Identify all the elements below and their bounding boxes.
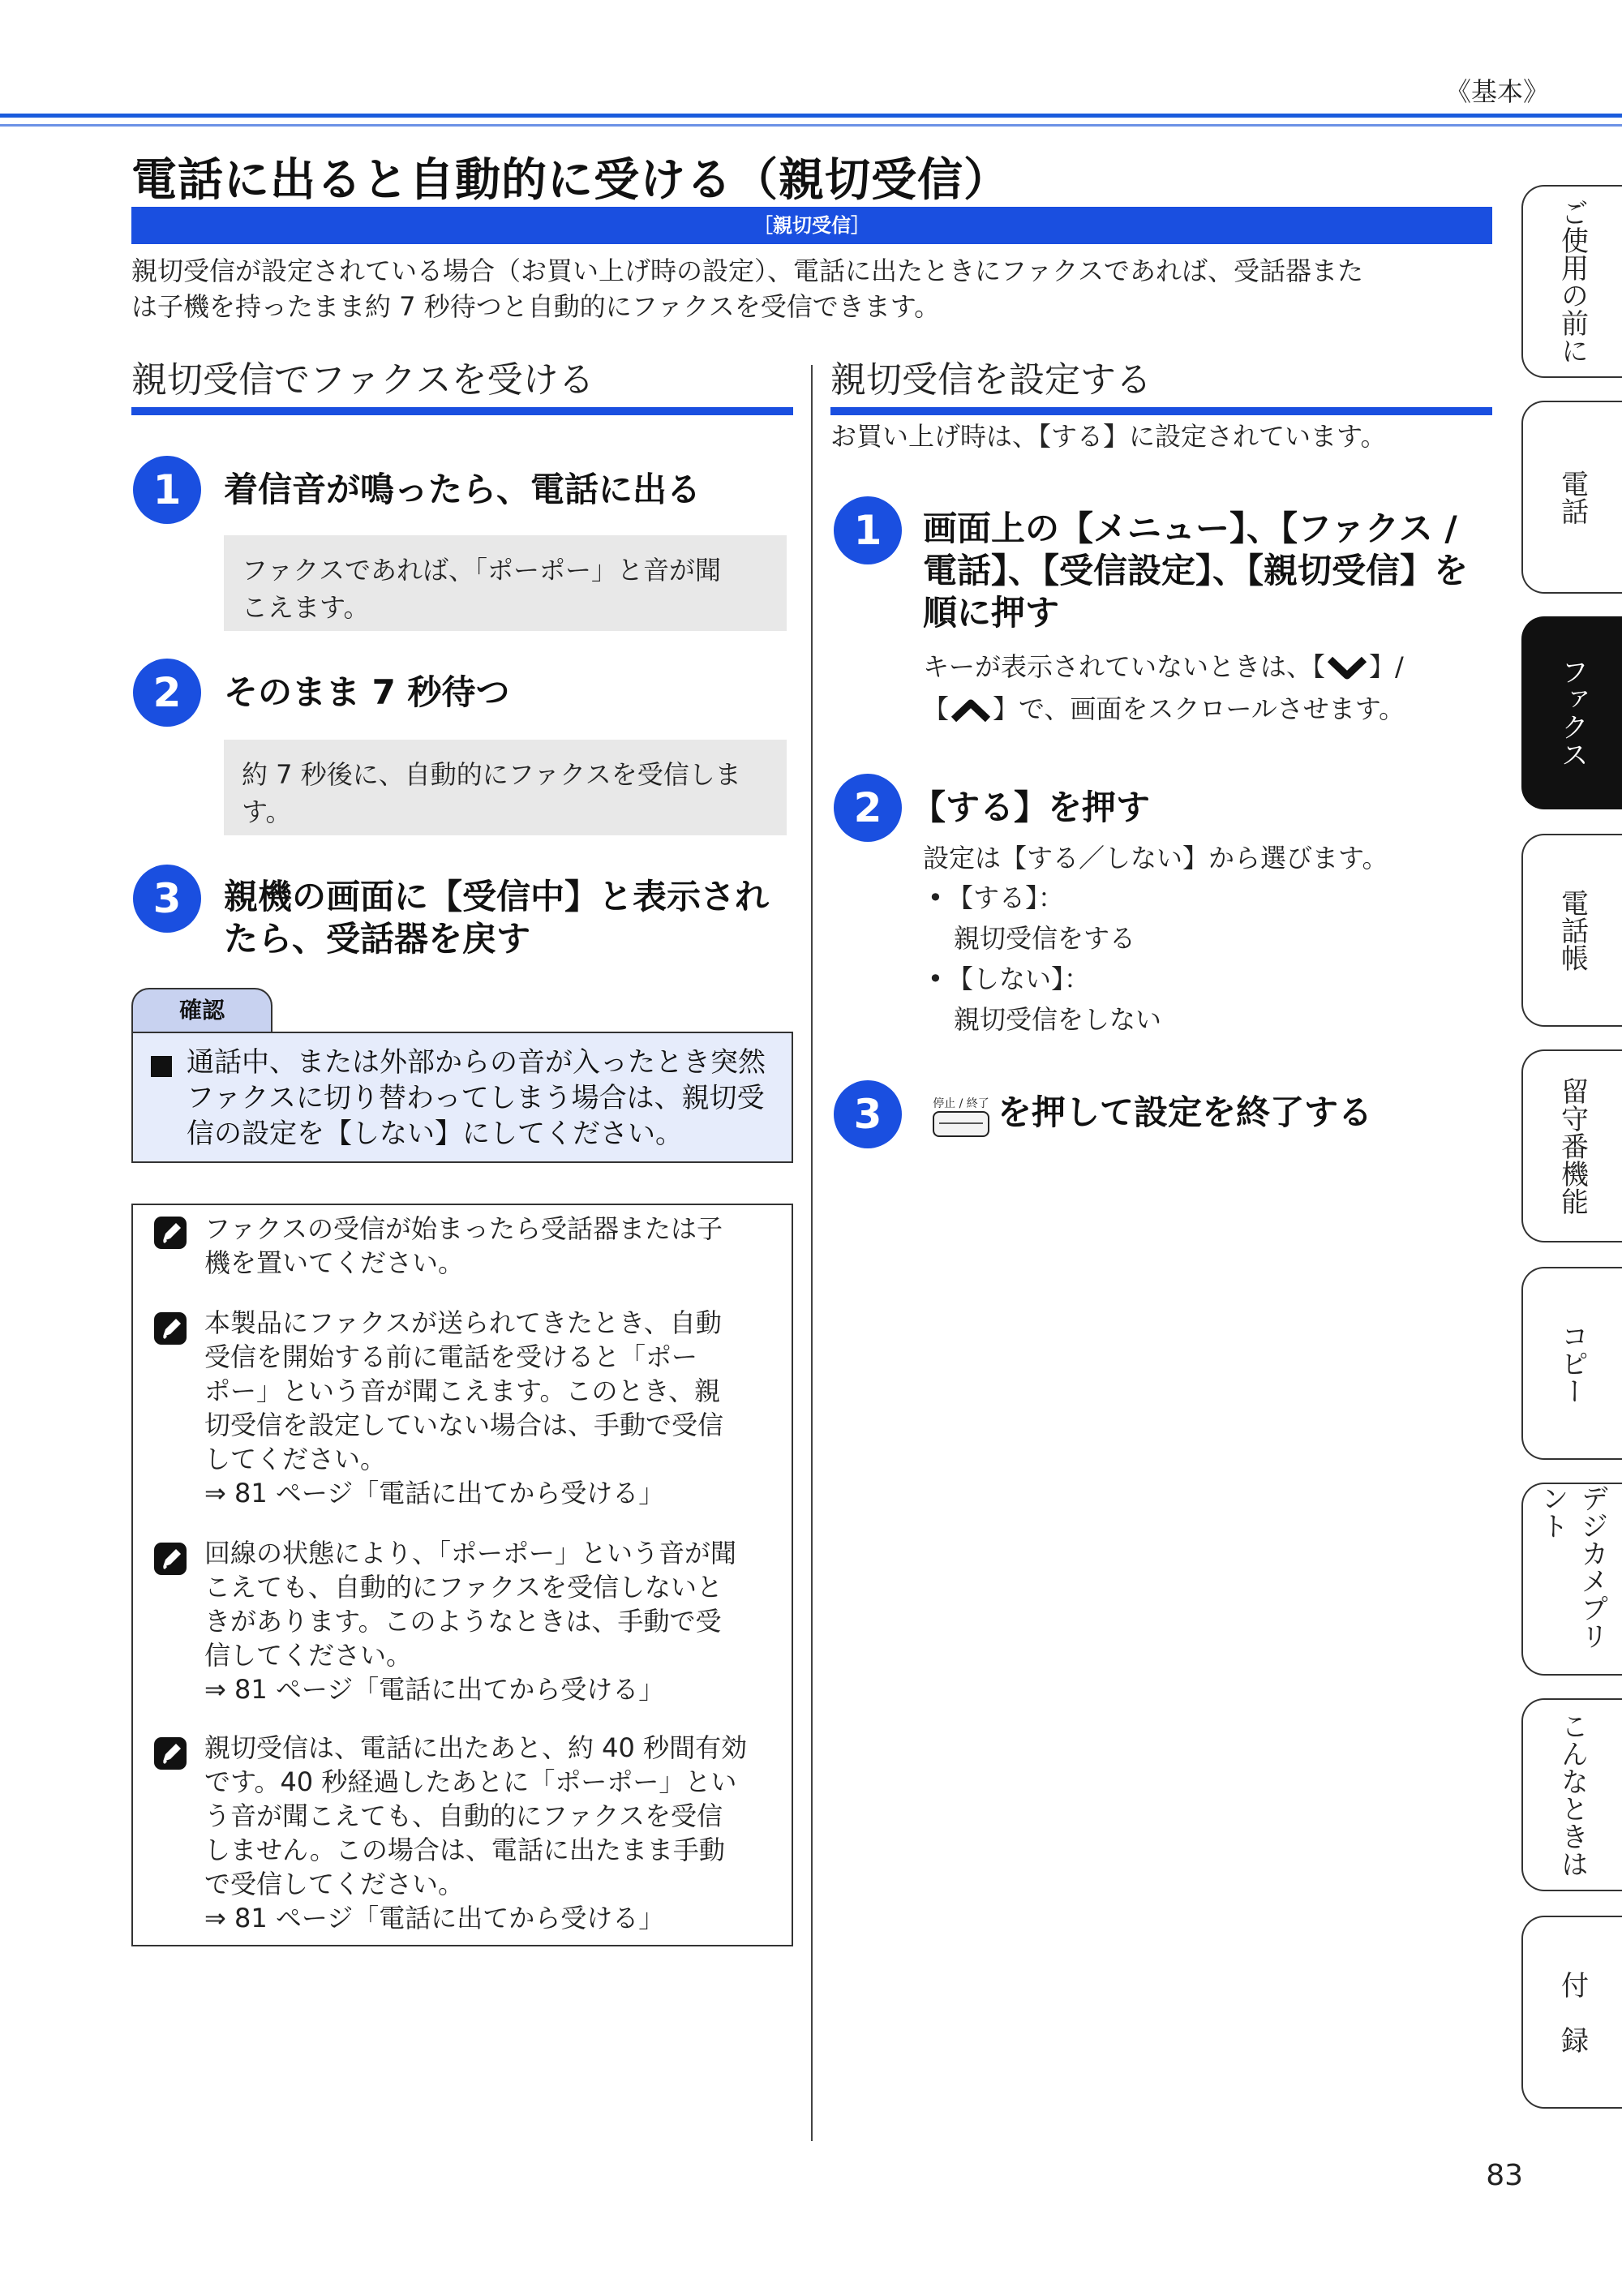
header-rule xyxy=(0,114,1622,118)
option-desc: 親切受信をする xyxy=(954,923,1136,954)
step-badge-1: 1 xyxy=(133,456,201,524)
chevron-up-icon xyxy=(949,697,993,724)
step-badge-r3: 3 xyxy=(834,1080,902,1148)
step-r2-body: 設定は【する／しない】から選びます。 xyxy=(923,843,1388,873)
right-heading-rule xyxy=(830,407,1492,415)
confirm-tab: 確認 xyxy=(131,988,272,1033)
left-heading: 親切受信でファクスを受ける xyxy=(131,359,594,401)
confirm-text: 通話中、または外部からの音が入ったとき突然 ファクスに切り替わってしまう場合は、親切受 信の設定を【しない】にしてください。 xyxy=(187,1046,766,1150)
header-rule-thin xyxy=(0,124,1622,127)
tab-fax[interactable]: ファクス xyxy=(1521,616,1622,809)
tab-before-use[interactable]: ご使用の前に xyxy=(1521,185,1622,378)
option-label: 【しない】： xyxy=(947,963,1091,994)
step-badge-2: 2 xyxy=(133,659,201,727)
pencil-note-icon xyxy=(154,1312,187,1345)
stop-end-key-label: 停止 / 終了 xyxy=(933,1097,989,1110)
tab-appendix[interactable]: 付 録 xyxy=(1521,1916,1622,2109)
pencil-note-icon xyxy=(154,1737,187,1770)
step-title-r3: を押して設定を終了する xyxy=(998,1092,1373,1132)
pencil-note-icon xyxy=(154,1217,187,1249)
note-4: 親切受信は、電話に出たあと、約 40 秒間有効 です。40 秒経過したあとに「ポーポー」とい う音が聞こえても、自動的にファクスを受信 しません。この場合は、電話に出たまま手動 で受信してください。 ⇒ 81 ページ「電話に出てから受ける」 xyxy=(204,1732,748,1933)
step-note-1: ファクスであれば、「ポーポー」と音が聞 こえます。 xyxy=(224,535,787,631)
page-title: 電話に出ると自動的に受ける（親切受信） xyxy=(131,154,1010,207)
section-label: 《基本》 xyxy=(1444,76,1549,107)
scroll-instruction: キーが表示されていないときは、【 】/ 【 】で、画面をスクロールさせます。 xyxy=(923,651,1405,724)
tab-phone[interactable]: 電話 xyxy=(1521,401,1622,594)
step-badge-r1: 1 xyxy=(834,496,902,564)
step-title-3: 親機の画面に【受信中】と表示され たら、受話器を戻す xyxy=(224,877,770,959)
right-heading: 親切受信を設定する xyxy=(830,359,1152,401)
option-label: 【する】： xyxy=(947,882,1065,913)
left-heading-rule xyxy=(131,407,793,415)
note-3: 回線の状態により、「ポーポー」という音が聞 こえても、自動的にファクスを受信しないと きがあります。このようなときは、手動で受 信してください。 ⇒ 81 ページ「電話に出てから受ける」 xyxy=(204,1538,737,1705)
intro-text: 親切受信が設定されている場合（お買い上げ時の設定）、電話に出たときにファクスであれば、受話器また は子機を持ったまま約 7 秒待つと自動的にファクスを受信できます。 xyxy=(131,255,1364,322)
tab-phonebook[interactable]: 電話帳 xyxy=(1521,834,1622,1027)
note-2: 本製品にファクスが送られてきたとき、自動 受信を開始する前に電話を受けると「ポー ポー」という音が聞こえます。このとき、親 切受信を設定していない場合は、手動で受信 してください。 ⇒ 81 ページ「電話に出てから受ける」 xyxy=(204,1307,724,1508)
tab-copy[interactable]: コピー xyxy=(1521,1267,1622,1460)
step-badge-3: 3 xyxy=(133,865,201,933)
step-title-1: 着信音が鳴ったら、電話に出る xyxy=(224,470,702,509)
tab-answering[interactable]: 留守番機能 xyxy=(1521,1049,1622,1242)
step-title-r1: 画面上の【メニュー】、【ファクス / 電話】、【受信設定】、【親切受信】を 順に押す xyxy=(923,509,1469,633)
confirm-box xyxy=(131,1032,793,1163)
note-1: ファクスの受信が始まったら受話器または子 機を置いてください。 xyxy=(204,1213,723,1278)
stop-end-key-button xyxy=(933,1111,989,1137)
pencil-note-icon xyxy=(154,1543,187,1575)
page-number: 83 xyxy=(1486,2159,1523,2192)
tab-troubleshooting[interactable]: こんなときは xyxy=(1521,1698,1622,1891)
step-title-2: そのまま 7 秒待つ xyxy=(224,672,510,712)
option-bullet: • xyxy=(928,882,943,913)
step-title-r2: 【する】を押す xyxy=(912,788,1151,827)
notes-box xyxy=(131,1204,793,1946)
option-bullet: • xyxy=(928,963,943,994)
column-divider xyxy=(811,365,813,2141)
step-badge-r2: 2 xyxy=(834,774,902,842)
chevron-down-icon xyxy=(1325,654,1369,682)
option-desc: 親切受信をしない xyxy=(954,1004,1162,1035)
square-bullet-icon xyxy=(151,1056,172,1077)
menu-tag-bar: ［親切受信］ xyxy=(131,207,1492,244)
tab-photo-print[interactable]: デジカメプリント xyxy=(1521,1483,1622,1676)
step-note-2: 約 7 秒後に、自動的にファクスを受信しま す。 xyxy=(224,740,787,835)
default-setting-note: お買い上げ時は、【する】に設定されています。 xyxy=(830,421,1387,452)
stop-end-key-icon xyxy=(931,1095,991,1139)
